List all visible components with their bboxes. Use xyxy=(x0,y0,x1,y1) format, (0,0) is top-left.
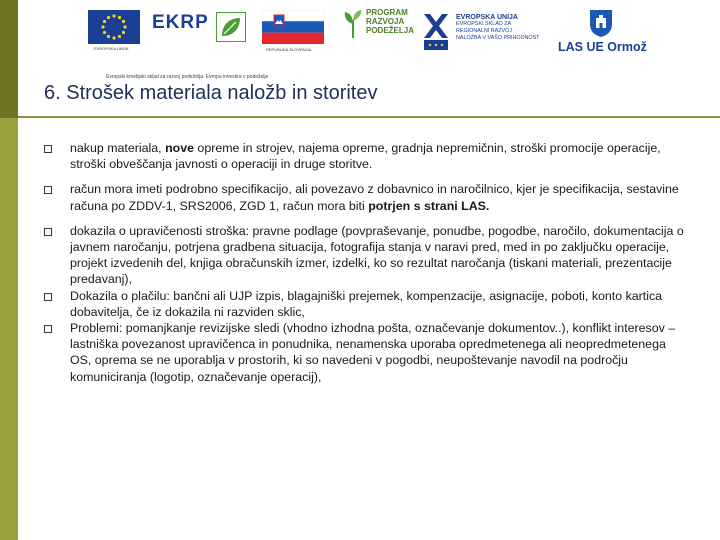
page-title: 6. Strošek materiala naložb in storitev xyxy=(44,82,378,104)
prp-logo xyxy=(342,8,415,45)
las-text: LAS UE Ormož xyxy=(558,40,647,54)
funding-subline: Evropski kmetijski sklad za razvoj podeželja: Evropa investira v podeželje xyxy=(106,74,269,80)
bullet-list xyxy=(44,140,684,385)
list-item xyxy=(44,223,684,288)
prp-line-3: PODEŽELJA xyxy=(366,26,415,35)
prp-line-2: RAZVOJA xyxy=(366,17,405,26)
list-item xyxy=(44,288,684,320)
slovenia-caption: REPUBLIKA SLOVENIJA xyxy=(266,47,312,52)
slovenia-flag-icon xyxy=(262,10,324,44)
plant-icon xyxy=(342,8,364,40)
logo-strip xyxy=(30,0,720,62)
eu-caption: EVROPSKA UNIJA xyxy=(94,46,129,51)
square-bullet-icon xyxy=(44,293,52,301)
eu-fund-line-4: NALOŽBA V VAŠO PRIHODNOST xyxy=(456,35,540,41)
slovenia-flag-logo xyxy=(262,10,324,52)
left-accent-bar-top xyxy=(0,0,18,118)
prp-line-1: PROGRAM xyxy=(366,8,408,17)
list-item xyxy=(44,320,684,385)
list-item xyxy=(44,181,684,213)
item-text: opreme in strojev, najema opreme, gradnja nepremičnin, stroški promocije operacije, stroški obveščanja javnosti o operaciji in druge storitve. xyxy=(70,141,661,172)
square-bullet-icon xyxy=(44,186,52,194)
item-text-bold: nove xyxy=(165,141,194,155)
leaf-icon xyxy=(216,12,246,42)
ekrp-text: EKRP xyxy=(152,12,209,33)
eu-fund-line-2: EVROPSKI SKLAD ZA xyxy=(456,21,512,27)
square-bullet-icon xyxy=(44,228,52,236)
square-bullet-icon xyxy=(44,325,52,333)
eu-flag-icon xyxy=(88,10,140,44)
list-item xyxy=(44,140,684,172)
item-text: nakup materiala, xyxy=(70,141,166,155)
title-divider xyxy=(18,116,720,118)
eu-fund-emblem-icon xyxy=(422,12,450,52)
leader-logo xyxy=(216,12,246,47)
item-text: Dokazila o plačilu: bančni ali UJP izpis, blagajniški prejemek, kompenzacije, asignacije, poboti, konto kartica dobavitelja, če iz dokazila ni razviden sklic, xyxy=(70,288,663,319)
item-text: dokazila o upravičenosti stroška: pravne podlage (povpraševanje, ponudbe, pogodbe, naročilo, dokumentacija o javnem naročanju, potrjena gradbena situacija, fotografija stanja v naravi pred, med in po zaključku operacije, projekt izvedenih del, knjiga obračunskih izmer, izdelki, ko so rezultat naročanja (tiskani materiali, prezentacije predavanj), xyxy=(70,223,684,287)
item-text: Problemi: pomanjkanje revizijske sledi (vhodno izhodna pošta, označevanje dokumentov..), konflikt interesov –lastniška povezanost upravičenca in ponudnika, nenamenska uporaba opredmetenega ali neopredmetenega OS, oprema se ne uporablja v prostorih, ki so navedeni v pogodbi, neupoštevanje navodil na področju komuniciranja (logotip, označevanje operacij), xyxy=(70,321,676,384)
coat-of-arms-icon xyxy=(588,8,614,38)
eu-flag-logo xyxy=(88,10,140,49)
eu-regional-fund-logo xyxy=(422,12,540,57)
eu-fund-line-1: EVROPSKA UNIJA xyxy=(456,14,518,21)
eu-fund-line-3: REGIONALNI RAZVOJ xyxy=(456,28,513,34)
ekrp-logo xyxy=(152,12,209,34)
item-text-bold: potrjen s strani LAS. xyxy=(368,198,490,213)
square-bullet-icon xyxy=(44,145,52,153)
item-text: račun mora imeti podrobno specifikacijo, ali povezavo z dobavnico in naročilnico, kjer je specifikacija, sestavine računa po ZDDV-1, SRS2006, ZGD 1, račun mora biti xyxy=(70,182,679,213)
